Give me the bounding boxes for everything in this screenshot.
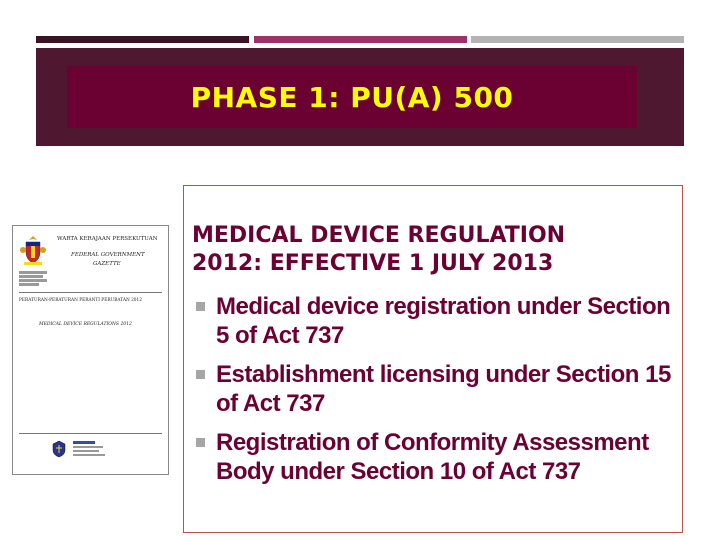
gazette-doc-title-malay: PERATURAN-PERATURAN PERANTI PERUBATAN 2012	[19, 298, 143, 303]
square-bullet-icon	[196, 302, 205, 311]
gazette-publisher-info	[73, 440, 105, 458]
gazette-rule	[19, 292, 162, 293]
gazette-header-english: FEDERAL GOVERNMENT	[71, 252, 145, 258]
title-banner-inner	[67, 66, 637, 128]
accent-bar-gray	[471, 36, 684, 43]
agc-seal-icon	[51, 440, 67, 458]
slide-title: PHASE 1: PU(A) 500	[190, 80, 514, 114]
gazette-cover-image	[12, 225, 169, 475]
bullet-item	[192, 360, 682, 418]
gazette-doc-title-english: MEDICAL DEVICE REGULATIONS 2012	[39, 322, 132, 327]
bullet-list	[192, 292, 682, 496]
malaysia-coat-of-arms-icon	[19, 234, 47, 266]
bullet-text: Establishment licensing under Section 15 of Act 737	[216, 361, 671, 417]
gazette-header-english-2: GAZETTE	[93, 261, 121, 267]
bullet-item	[192, 292, 682, 350]
accent-bar-dark	[36, 36, 249, 43]
regulation-heading	[192, 222, 672, 278]
square-bullet-icon	[196, 438, 205, 447]
title-banner	[36, 48, 684, 146]
content-panel	[183, 185, 683, 533]
gazette-header-malay: WARTA KERAJAAN PERSEKUTUAN	[57, 236, 158, 242]
regulation-heading-line-2: 2012: EFFECTIVE 1 JULY 2013	[192, 251, 554, 276]
gazette-issue-info	[19, 270, 47, 287]
bullet-text: Registration of Conformity Assessment Body under Section 10 of Act 737	[216, 429, 649, 485]
bullet-item	[192, 428, 682, 486]
bullet-text: Medical device registration under Section 5 of Act 737	[216, 293, 671, 349]
accent-bar-magenta	[254, 36, 467, 43]
square-bullet-icon	[196, 370, 205, 379]
gazette-rule-bottom	[19, 433, 162, 434]
regulation-heading-line-1: MEDICAL DEVICE REGULATION	[192, 223, 566, 248]
